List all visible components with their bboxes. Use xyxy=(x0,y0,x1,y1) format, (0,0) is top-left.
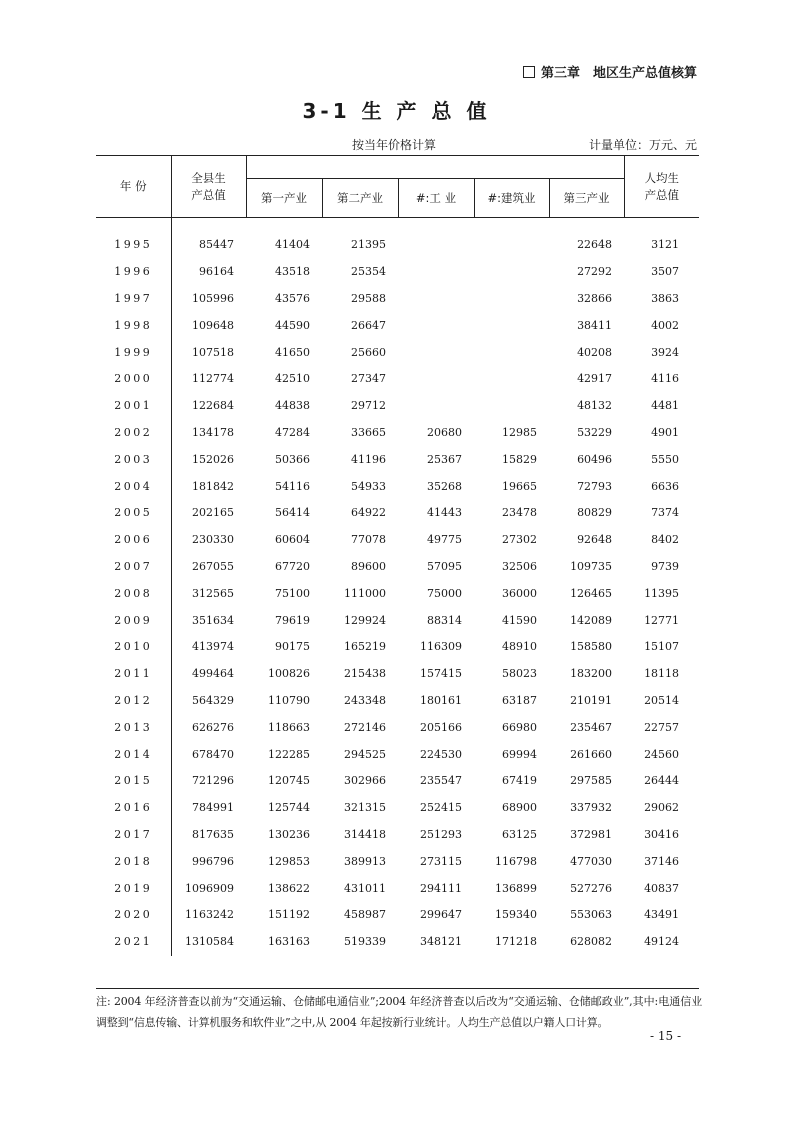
cell-primary: 75100 xyxy=(275,586,310,600)
cell-construction xyxy=(474,312,549,339)
cell-secondary: 54933 xyxy=(351,479,386,493)
cell-year: 2009 xyxy=(96,607,171,634)
table-row xyxy=(96,393,699,420)
cell-primary: 122285 xyxy=(268,747,310,761)
cell-tertiary: 210191 xyxy=(570,693,613,707)
cell-year: 2014 xyxy=(96,741,171,768)
cell-industry xyxy=(398,366,474,393)
cell-per-capita: 22757 xyxy=(644,720,680,734)
cell-total: 112774 xyxy=(192,372,234,386)
cell-tertiary: 40208 xyxy=(577,345,613,359)
table-row xyxy=(96,875,699,902)
table-subtitle: 按当年价格计算 xyxy=(352,138,437,152)
cell-industry: 299647 xyxy=(420,908,462,922)
cell-industry: 88314 xyxy=(427,613,462,627)
cell-construction: 58023 xyxy=(502,667,537,681)
cell-primary: 125744 xyxy=(268,801,310,815)
cell-construction: 41590 xyxy=(502,613,537,627)
table-row xyxy=(96,286,699,313)
cell-primary: 120745 xyxy=(268,774,310,788)
cell-year: 2006 xyxy=(96,527,171,554)
cell-per-capita: 3507 xyxy=(651,265,680,279)
cell-per-capita: 26444 xyxy=(644,774,680,788)
table-row xyxy=(96,607,699,634)
square-box-icon xyxy=(523,66,535,78)
cell-industry: 35268 xyxy=(427,479,462,493)
header-industry: #:工 业 xyxy=(398,179,474,218)
cell-secondary: 302966 xyxy=(344,774,386,788)
cell-secondary: 431011 xyxy=(344,881,386,895)
table-row xyxy=(96,795,699,822)
table-row xyxy=(96,527,699,554)
cell-construction: 159340 xyxy=(495,908,537,922)
page-title: 3-1 生 产 总 值 xyxy=(302,99,491,123)
cell-secondary: 25660 xyxy=(351,345,386,359)
cell-year: 2004 xyxy=(96,473,171,500)
cell-construction xyxy=(474,259,549,286)
cell-year: 2019 xyxy=(96,875,171,902)
cell-per-capita: 4116 xyxy=(651,372,680,386)
cell-year: 2015 xyxy=(96,768,171,795)
cell-secondary: 111000 xyxy=(344,586,386,600)
cell-year: 2021 xyxy=(96,929,171,956)
cell-construction: 23478 xyxy=(502,506,537,520)
cell-primary: 56414 xyxy=(275,506,310,520)
cell-tertiary: 372981 xyxy=(570,827,613,841)
cell-construction: 19665 xyxy=(502,479,537,493)
table-row xyxy=(96,902,699,929)
cell-primary: 130236 xyxy=(268,827,310,841)
cell-secondary: 215438 xyxy=(344,667,386,681)
cell-primary: 41650 xyxy=(275,345,310,359)
cell-tertiary: 22648 xyxy=(577,238,613,252)
cell-industry xyxy=(398,339,474,366)
cell-per-capita: 18118 xyxy=(644,667,680,681)
cell-tertiary: 53229 xyxy=(577,425,613,439)
table-row xyxy=(96,848,699,875)
cell-primary: 100826 xyxy=(268,667,310,681)
cell-total: 267055 xyxy=(192,559,234,573)
cell-tertiary: 553063 xyxy=(570,908,613,922)
cell-per-capita: 43491 xyxy=(644,908,680,922)
table-row xyxy=(96,420,699,447)
cell-per-capita: 3924 xyxy=(651,345,680,359)
cell-tertiary: 142089 xyxy=(570,613,613,627)
cell-industry: 157415 xyxy=(420,667,462,681)
table-row xyxy=(96,580,699,607)
cell-year: 2011 xyxy=(96,661,171,688)
cell-primary: 50366 xyxy=(275,452,310,466)
table-row xyxy=(96,259,699,286)
cell-construction: 63187 xyxy=(502,693,537,707)
cell-total: 230330 xyxy=(192,533,234,547)
table-row xyxy=(96,312,699,339)
cell-construction: 116798 xyxy=(495,854,537,868)
cell-total: 817635 xyxy=(192,827,234,841)
table-row xyxy=(96,661,699,688)
chapter-header xyxy=(523,62,697,81)
cell-secondary: 294525 xyxy=(344,747,386,761)
header-secondary: 第二产业 xyxy=(322,179,398,218)
cell-construction xyxy=(474,286,549,313)
cell-year: 1997 xyxy=(96,286,171,313)
table-row xyxy=(96,822,699,849)
cell-tertiary: 72793 xyxy=(577,479,613,493)
cell-industry: 205166 xyxy=(420,720,462,734)
cell-secondary: 33665 xyxy=(351,425,386,439)
table-row xyxy=(96,446,699,473)
cell-per-capita: 24560 xyxy=(644,747,680,761)
header-primary: 第一产业 xyxy=(246,179,322,218)
cell-industry: 224530 xyxy=(420,747,462,761)
table-row xyxy=(96,688,699,715)
header-per-capita-line1: 人均生 xyxy=(644,170,680,185)
table-row xyxy=(96,741,699,768)
cell-secondary: 129924 xyxy=(344,613,386,627)
cell-construction: 136899 xyxy=(495,881,537,895)
cell-secondary: 165219 xyxy=(344,640,386,654)
cell-total: 351634 xyxy=(192,613,234,627)
cell-primary: 129853 xyxy=(268,854,310,868)
header-year: 年 份 xyxy=(96,156,171,218)
cell-construction: 27302 xyxy=(502,533,537,547)
cell-construction xyxy=(474,366,549,393)
cell-tertiary: 183200 xyxy=(570,667,613,681)
cell-per-capita: 37146 xyxy=(644,854,680,868)
cell-per-capita: 30416 xyxy=(644,827,680,841)
cell-primary: 79619 xyxy=(275,613,310,627)
cell-tertiary: 32866 xyxy=(577,291,613,305)
cell-secondary: 64922 xyxy=(351,506,386,520)
cell-total: 1163242 xyxy=(185,908,234,922)
cell-tertiary: 126465 xyxy=(570,586,613,600)
page-number: - 15 - xyxy=(649,1029,681,1043)
cell-per-capita: 4901 xyxy=(651,425,680,439)
cell-secondary: 26647 xyxy=(351,318,386,332)
cell-year: 1995 xyxy=(96,218,171,259)
cell-construction: 66980 xyxy=(502,720,537,734)
cell-primary: 60604 xyxy=(275,533,310,547)
cell-secondary: 21395 xyxy=(351,238,386,252)
cell-total: 564329 xyxy=(192,693,234,707)
cell-industry: 116309 xyxy=(420,640,462,654)
cell-secondary: 458987 xyxy=(344,908,386,922)
cell-tertiary: 235467 xyxy=(570,720,613,734)
cell-construction: 32506 xyxy=(502,559,537,573)
cell-per-capita: 49124 xyxy=(644,935,680,949)
cell-year: 1999 xyxy=(96,339,171,366)
cell-tertiary: 38411 xyxy=(577,318,613,332)
cell-year: 2016 xyxy=(96,795,171,822)
cell-industry xyxy=(398,393,474,420)
cell-secondary: 29588 xyxy=(351,291,386,305)
cell-year: 2007 xyxy=(96,554,171,581)
cell-secondary: 77078 xyxy=(351,533,386,547)
cell-secondary: 272146 xyxy=(344,720,386,734)
cell-tertiary: 477030 xyxy=(570,854,613,868)
cell-tertiary: 261660 xyxy=(570,747,613,761)
cell-industry: 25367 xyxy=(427,452,462,466)
cell-year: 2005 xyxy=(96,500,171,527)
cell-construction: 171218 xyxy=(495,935,537,949)
cell-per-capita: 12771 xyxy=(644,613,680,627)
cell-industry xyxy=(398,259,474,286)
cell-secondary: 41196 xyxy=(351,452,386,466)
cell-primary: 67720 xyxy=(275,559,310,573)
cell-year: 2003 xyxy=(96,446,171,473)
unit-label: 计量单位：万元、元 xyxy=(588,138,697,152)
bottom-rule xyxy=(96,988,699,989)
cell-per-capita: 15107 xyxy=(644,640,680,654)
cell-secondary: 321315 xyxy=(344,801,386,815)
cell-industry: 75000 xyxy=(427,586,462,600)
cell-tertiary: 80829 xyxy=(577,506,613,520)
cell-secondary: 89600 xyxy=(351,559,386,573)
table-row xyxy=(96,634,699,661)
cell-total: 134178 xyxy=(192,425,234,439)
cell-tertiary: 42917 xyxy=(577,372,613,386)
cell-tertiary: 27292 xyxy=(577,265,613,279)
cell-per-capita: 20514 xyxy=(644,693,680,707)
cell-construction xyxy=(474,393,549,420)
cell-secondary: 243348 xyxy=(344,693,386,707)
header-total xyxy=(171,156,246,218)
cell-per-capita: 11395 xyxy=(644,586,680,600)
cell-industry xyxy=(398,218,474,259)
cell-year: 2008 xyxy=(96,580,171,607)
cell-total: 499464 xyxy=(192,667,234,681)
cell-total: 96164 xyxy=(199,265,234,279)
cell-total: 1310584 xyxy=(185,935,234,949)
cell-total: 996796 xyxy=(192,854,234,868)
cell-construction: 67419 xyxy=(502,774,537,788)
cell-secondary: 314418 xyxy=(344,827,386,841)
table-row xyxy=(96,554,699,581)
cell-primary: 118663 xyxy=(268,720,310,734)
cell-primary: 41404 xyxy=(275,238,310,252)
cell-secondary: 389913 xyxy=(344,854,386,868)
cell-primary: 42510 xyxy=(275,372,310,386)
cell-total: 105996 xyxy=(192,291,234,305)
cell-construction: 15829 xyxy=(502,452,537,466)
header-total-line1: 全县生 xyxy=(191,170,226,185)
cell-industry: 49775 xyxy=(427,533,462,547)
cell-primary: 163163 xyxy=(268,935,310,949)
cell-year: 2012 xyxy=(96,688,171,715)
cell-total: 181842 xyxy=(192,479,234,493)
cell-industry: 251293 xyxy=(420,827,462,841)
table-row xyxy=(96,500,699,527)
gdp-table xyxy=(96,155,699,956)
cell-primary: 44838 xyxy=(275,399,310,413)
cell-year: 2000 xyxy=(96,366,171,393)
cell-per-capita: 7374 xyxy=(651,506,680,520)
cell-per-capita: 8402 xyxy=(651,533,680,547)
cell-tertiary: 48132 xyxy=(577,399,613,413)
cell-year: 1996 xyxy=(96,259,171,286)
cell-primary: 110790 xyxy=(268,693,310,707)
cell-year: 2020 xyxy=(96,902,171,929)
cell-per-capita: 40837 xyxy=(644,881,680,895)
cell-total: 721296 xyxy=(192,774,234,788)
cell-per-capita: 3863 xyxy=(651,291,680,305)
cell-construction: 69994 xyxy=(502,747,537,761)
cell-industry: 273115 xyxy=(420,854,462,868)
cell-construction: 36000 xyxy=(502,586,537,600)
cell-total: 85447 xyxy=(199,238,234,252)
cell-secondary: 519339 xyxy=(344,935,386,949)
cell-primary: 47284 xyxy=(275,425,310,439)
cell-industry: 294111 xyxy=(420,881,462,895)
cell-tertiary: 297585 xyxy=(570,774,613,788)
cell-year: 2010 xyxy=(96,634,171,661)
cell-total: 109648 xyxy=(192,318,234,332)
table-row xyxy=(96,339,699,366)
cell-per-capita: 9739 xyxy=(651,559,680,573)
cell-tertiary: 60496 xyxy=(577,452,613,466)
cell-tertiary: 337932 xyxy=(570,801,613,815)
cell-primary: 54116 xyxy=(275,479,310,493)
header-construction: #:建筑业 xyxy=(474,179,549,218)
cell-primary: 151192 xyxy=(268,908,310,922)
cell-secondary: 27347 xyxy=(351,372,386,386)
cell-industry: 235547 xyxy=(420,774,462,788)
cell-construction: 63125 xyxy=(502,827,537,841)
cell-primary: 90175 xyxy=(275,640,310,654)
footnote: 注: 2004 年经济普查以前为“交通运输、仓储邮电通信业”;2004 年经济普查以后改为“交通运输、仓储邮政业”,其中:电通信业调整到“信息传输、计算机服务和软件业”之中,从 2004 年起按新行业统计。人均生产总值以户籍人口计算。 xyxy=(96,995,702,1029)
table-row xyxy=(96,714,699,741)
cell-per-capita: 5550 xyxy=(651,452,680,466)
table-header-row-1 xyxy=(96,156,699,179)
cell-year: 2002 xyxy=(96,420,171,447)
cell-industry: 57095 xyxy=(427,559,462,573)
cell-total: 784991 xyxy=(192,801,234,815)
cell-construction xyxy=(474,339,549,366)
cell-per-capita: 4002 xyxy=(651,318,680,332)
table-row xyxy=(96,366,699,393)
cell-industry: 20680 xyxy=(427,425,462,439)
cell-per-capita: 6636 xyxy=(651,479,680,493)
header-tertiary: 第三产业 xyxy=(549,179,624,218)
cell-total: 202165 xyxy=(192,506,234,520)
chapter-label: 第三章 地区生产总值核算 xyxy=(540,66,697,81)
cell-year: 1998 xyxy=(96,312,171,339)
cell-secondary: 25354 xyxy=(351,265,386,279)
table-row xyxy=(96,218,699,259)
cell-primary: 138622 xyxy=(268,881,310,895)
cell-primary: 43518 xyxy=(275,265,310,279)
cell-per-capita: 3121 xyxy=(651,238,680,252)
cell-year: 2017 xyxy=(96,822,171,849)
cell-tertiary: 158580 xyxy=(570,640,613,654)
cell-tertiary: 527276 xyxy=(570,881,613,895)
cell-industry xyxy=(398,286,474,313)
cell-construction: 12985 xyxy=(502,425,537,439)
cell-total: 107518 xyxy=(192,345,234,359)
cell-industry xyxy=(398,312,474,339)
cell-construction xyxy=(474,218,549,259)
cell-total: 678470 xyxy=(192,747,234,761)
cell-total: 626276 xyxy=(192,720,234,734)
cell-industry: 41443 xyxy=(427,506,462,520)
cell-tertiary: 92648 xyxy=(577,533,613,547)
cell-construction: 68900 xyxy=(502,801,537,815)
cell-industry: 348121 xyxy=(420,935,462,949)
cell-per-capita: 29062 xyxy=(644,801,680,815)
header-spacer xyxy=(246,156,624,179)
cell-year: 2001 xyxy=(96,393,171,420)
table-row xyxy=(96,473,699,500)
cell-primary: 44590 xyxy=(275,318,310,332)
cell-total: 122684 xyxy=(192,399,234,413)
cell-primary: 43576 xyxy=(275,291,310,305)
cell-total: 1096909 xyxy=(185,881,234,895)
cell-year: 2013 xyxy=(96,714,171,741)
cell-secondary: 29712 xyxy=(351,399,386,413)
cell-construction: 48910 xyxy=(502,640,537,654)
cell-per-capita: 4481 xyxy=(651,399,680,413)
header-per-capita xyxy=(624,156,699,218)
cell-total: 152026 xyxy=(192,452,234,466)
cell-total: 312565 xyxy=(192,586,234,600)
header-total-line2: 产总值 xyxy=(191,187,226,202)
cell-tertiary: 628082 xyxy=(570,935,613,949)
header-per-capita-line2: 产总值 xyxy=(644,187,680,202)
cell-industry: 252415 xyxy=(420,801,462,815)
cell-year: 2018 xyxy=(96,848,171,875)
table-row xyxy=(96,929,699,956)
table-row xyxy=(96,768,699,795)
cell-industry: 180161 xyxy=(420,693,462,707)
cell-total: 413974 xyxy=(192,640,234,654)
cell-tertiary: 109735 xyxy=(570,559,613,573)
